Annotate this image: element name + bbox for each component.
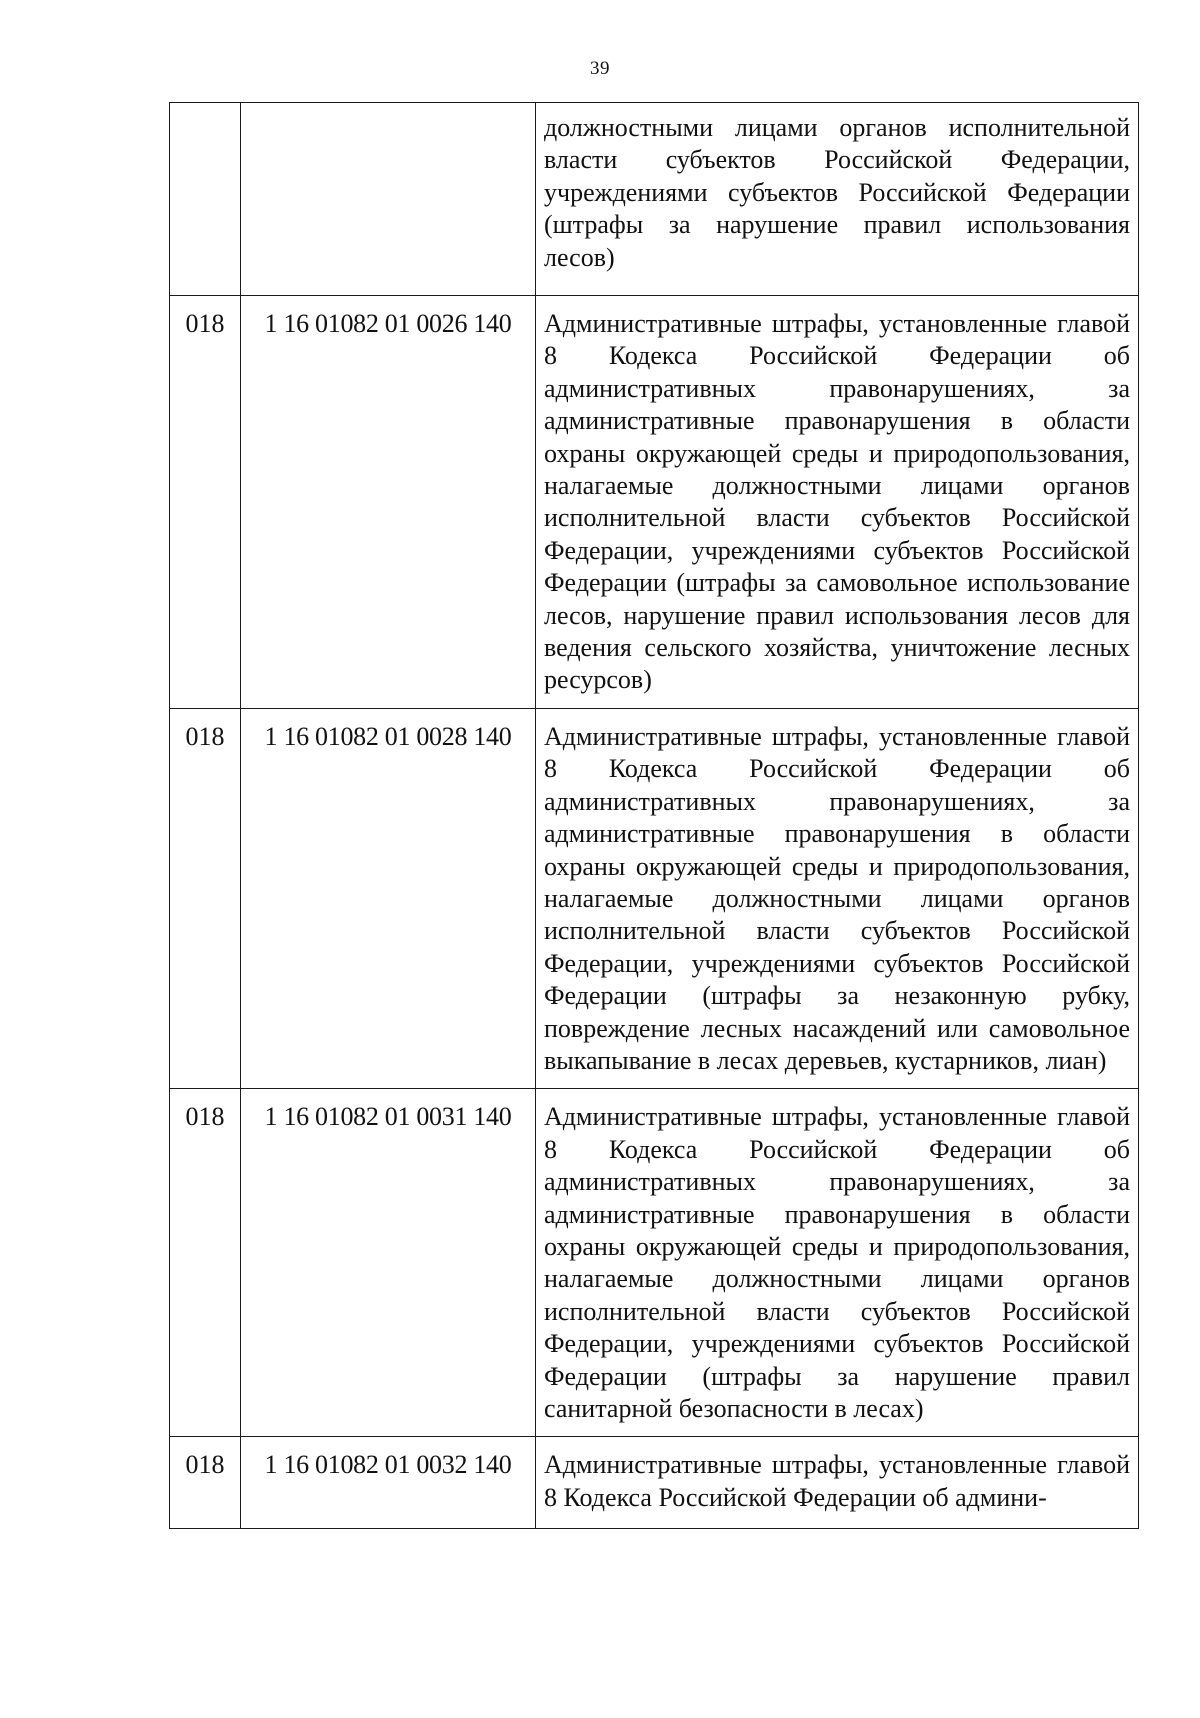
kbk-code-cell (241, 103, 536, 296)
description-cell: Административные штрафы, установленные главой 8 Кодекса Российской Федерации об административных правонарушениях, за административные правонарушения в области охраны окружающей среды и природопользования, налагаемые должностными лицами органов исполнительной власти субъектов Российской Федерации, учреждениями субъектов Российской Федерации (штрафы за нарушение правил санитарной безопасности в лесах) (536, 1089, 1139, 1437)
admin-code-cell: 018 (170, 708, 241, 1088)
kbk-code-cell: 1 16 01082 01 0028 140 (241, 708, 536, 1088)
description-cell: должностными лицами органов исполнительной власти субъектов Российской Федерации, учреждениями субъектов Российской Федерации (штрафы за нарушение правил использования лесов) (536, 103, 1139, 296)
description-cell: Административные штрафы, установленные главой 8 Кодекса Российской Федерации об административных правонарушениях, за административные правонарушения в области охраны окружающей среды и природопользования, налагаемые должностными лицами органов исполнительной власти субъектов Российской Федерации, учреждениями субъектов Российской Федерации (штрафы за самовольное использование лесов, нарушение правил использования лесов для ведения сельского хозяйства, уничтожение лесных ресурсов) (536, 296, 1139, 709)
admin-code-cell (170, 103, 241, 296)
description-cell: Административные штрафы, установленные главой 8 Кодекса Российской Федерации об админи- (536, 1437, 1139, 1529)
page-number: 39 (590, 58, 610, 79)
description-cell: Административные штрафы, установленные главой 8 Кодекса Российской Федерации об административных правонарушениях, за административные правонарушения в области охраны окружающей среды и природопользования, налагаемые должностными лицами органов исполнительной власти субъектов Российской Федерации, учреждениями субъектов Российской Федерации (штрафы за незаконную рубку, повреждение лесных насаждений или самовольное выкапывание в лесах деревьев, кустарников, лиан) (536, 708, 1139, 1088)
table-row (170, 708, 1139, 1088)
kbk-code-cell: 1 16 01082 01 0031 140 (241, 1089, 536, 1437)
table-row (170, 103, 1139, 296)
admin-code-cell: 018 (170, 1437, 241, 1529)
budget-code-table (169, 102, 1139, 1529)
kbk-code-cell: 1 16 01082 01 0032 140 (241, 1437, 536, 1529)
table-row (170, 296, 1139, 709)
admin-code-cell: 018 (170, 1089, 241, 1437)
kbk-code-cell: 1 16 01082 01 0026 140 (241, 296, 536, 709)
table-row (170, 1437, 1139, 1529)
table-row (170, 1089, 1139, 1437)
admin-code-cell: 018 (170, 296, 241, 709)
